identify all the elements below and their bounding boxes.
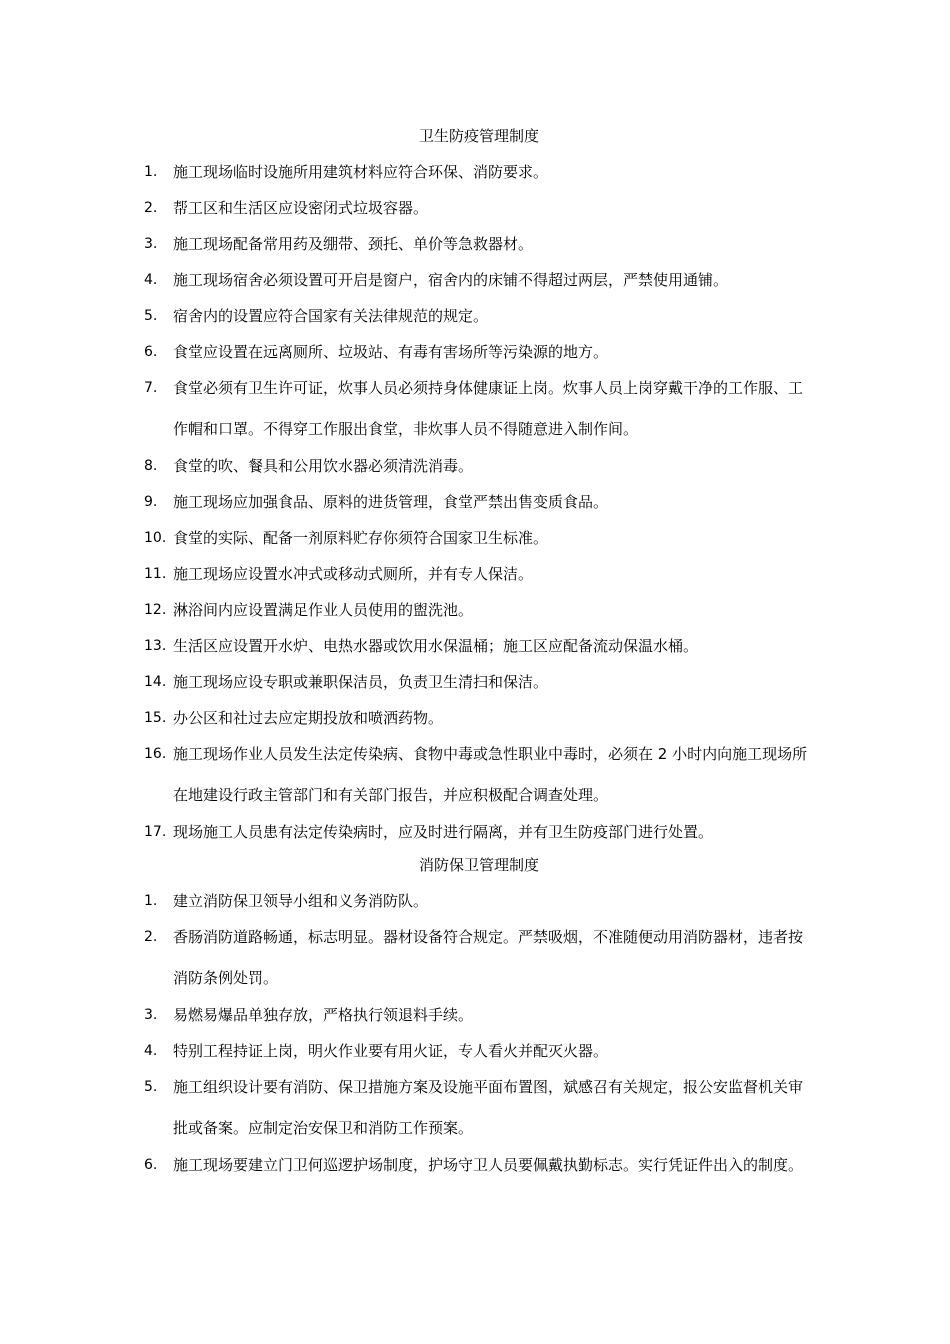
item-text: 施工现场应设专职或兼职保洁员，负责卫生清扫和保洁。 xyxy=(173,673,549,691)
hygiene-section xyxy=(144,126,814,858)
item-number: 4. xyxy=(144,1043,158,1059)
list-item xyxy=(144,564,814,584)
item-number: 17. xyxy=(144,824,167,840)
item-number: 5. xyxy=(144,1079,158,1095)
list-item xyxy=(144,1077,814,1139)
fire-security-section xyxy=(144,855,814,1192)
item-text: 施工现场配备常用药及绷带、颈托、单价等急救器材。 xyxy=(173,235,534,253)
item-number: 16. xyxy=(144,746,167,762)
item-number: 1. xyxy=(144,164,158,180)
item-text: 现场施工人员患有法定传染病时，应及时进行隔离，并有卫生防疫部门进行处置。 xyxy=(173,823,714,841)
list-item xyxy=(144,1041,814,1061)
list-item xyxy=(144,636,814,656)
list-item xyxy=(144,600,814,620)
item-number: 12. xyxy=(144,602,167,618)
item-text: 食堂应设置在远离厕所、垃圾站、有毒有害场所等污染源的地方。 xyxy=(173,343,609,361)
item-number: 3. xyxy=(144,1007,158,1023)
section-title: 卫生防疫管理制度 xyxy=(418,127,539,145)
item-text: 食堂的实际、配备一剂原料贮存你须符合国家卫生标准。 xyxy=(173,529,549,547)
list-item xyxy=(144,1005,814,1025)
item-text: 食堂必须有卫生许可证，炊事人员必须持身体健康证上岗。炊事人员上岗穿戴干净的工作服、工作帽和口罩。不得穿工作服出食堂，非炊事人员不得随意进入制作间。 xyxy=(173,379,804,438)
item-text: 施工现场应加强食品、原料的进货管理，食堂严禁出售变质食品。 xyxy=(173,493,609,511)
item-number: 5. xyxy=(144,308,158,324)
item-text: 淋浴间内应设置满足作业人员使用的盥洗池。 xyxy=(173,601,474,619)
item-number: 1. xyxy=(144,893,158,909)
list-item xyxy=(144,744,814,806)
list-item xyxy=(144,708,814,728)
list-item xyxy=(144,822,814,842)
list-item xyxy=(144,342,814,362)
item-number: 3. xyxy=(144,236,158,252)
list-item xyxy=(144,270,814,290)
item-number: 4. xyxy=(144,272,158,288)
item-number: 2. xyxy=(144,200,158,216)
section-title: 消防保卫管理制度 xyxy=(418,856,539,874)
item-number: 6. xyxy=(144,344,158,360)
item-text: 宿舍内的设置应符合国家有关法律规范的规定。 xyxy=(173,307,489,325)
list-item xyxy=(144,162,814,182)
item-text: 施工现场要建立门卫何巡逻护场制度，护场守卫人员要佩戴执勤标志。实行凭证件出入的制度。 xyxy=(173,1156,804,1174)
list-item xyxy=(144,528,814,548)
list-item xyxy=(144,234,814,254)
item-number: 10. xyxy=(144,530,167,546)
item-number: 14. xyxy=(144,674,167,690)
item-text: 食堂的吹、餐具和公用饮水器必须清洗消毒。 xyxy=(173,457,474,475)
list-item xyxy=(144,456,814,476)
item-text: 帮工区和生活区应设密闭式垃圾容器。 xyxy=(173,199,429,217)
item-text: 易燃易爆品单独存放，严格执行领退料手续。 xyxy=(173,1006,474,1024)
list-item xyxy=(144,198,814,218)
item-text: 生活区应设置开水炉、电热水器或饮用水保温桶；施工区应配备流动保温水桶。 xyxy=(173,637,699,655)
hygiene-rule-list xyxy=(144,162,814,842)
item-number: 15. xyxy=(144,710,167,726)
item-number: 7. xyxy=(144,380,158,396)
fire-security-rule-list xyxy=(144,891,814,1176)
list-item xyxy=(144,492,814,512)
item-number: 9. xyxy=(144,494,158,510)
item-text: 施工现场宿舍必须设置可开启是窗户，宿舍内的床铺不得超过两层，严禁使用通铺。 xyxy=(173,271,729,289)
list-item xyxy=(144,1155,814,1176)
item-text: 香肠消防道路畅通，标志明显。器材设备符合规定。严禁吸烟，不准随便动用消防器材，违者按消防条例处罚。 xyxy=(173,928,804,987)
item-number: 8. xyxy=(144,458,158,474)
list-item xyxy=(144,378,814,440)
item-number: 2. xyxy=(144,929,158,945)
item-number: 6. xyxy=(144,1157,158,1173)
list-item xyxy=(144,927,814,989)
item-text: 建立消防保卫领导小组和义务消防队。 xyxy=(173,892,429,910)
item-text: 特别工程持证上岗，明火作业要有用火证，专人看火并配灭火器。 xyxy=(173,1042,609,1060)
item-text: 施工现场应设置水冲式或移动式厕所，并有专人保洁。 xyxy=(173,565,534,583)
item-text: 施工组织设计要有消防、保卫措施方案及设施平面布置图，斌感召有关规定，报公安监督机关审批或备案。应制定治安保卫和消防工作预案。 xyxy=(173,1078,804,1137)
list-item xyxy=(144,891,814,911)
item-number: 13. xyxy=(144,638,167,654)
item-text: 办公区和社过去应定期投放和喷洒药物。 xyxy=(173,709,444,727)
list-item xyxy=(144,672,814,692)
list-item xyxy=(144,306,814,326)
item-number: 11. xyxy=(144,566,167,582)
item-text: 施工现场临时设施所用建筑材料应符合环保、消防要求。 xyxy=(173,163,549,181)
item-text: 施工现场作业人员发生法定传染病、食物中毒或急性职业中毒时，必须在 2 小时内向施工现场所在地建设行政主管部门和有关部门报告，并应积极配合调查处理。 xyxy=(173,745,808,804)
